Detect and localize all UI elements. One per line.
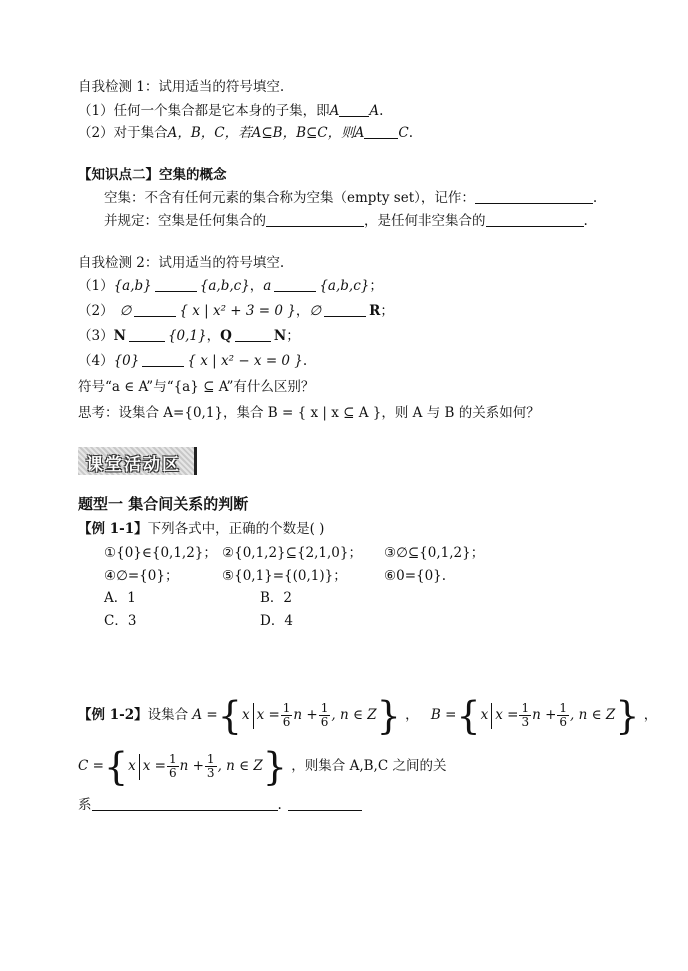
check2-l2-a: ∅: [119, 303, 132, 319]
point2-definition: [104, 188, 597, 208]
check1-q1-end: .: [379, 103, 384, 119]
check2-question: 符号“a ∈ A”与“{a} ⊆ A”有什么区别？: [78, 379, 315, 395]
check2-l1-end: ；: [369, 278, 383, 294]
point2-heading: 【知识点二】空集的概念: [78, 167, 227, 183]
set-a-lhs: A =: [192, 707, 218, 723]
example-1-1-label: 【例 1-1】: [78, 521, 148, 537]
check2-l1-b: {a,b,c}: [199, 278, 250, 294]
set-b-lhs: B =: [430, 707, 457, 723]
check2-l3-b: {0,1}: [167, 328, 207, 344]
set-c-brace-close: }: [262, 744, 287, 789]
set-a: [192, 693, 405, 738]
example-1-1-option-c[interactable]: C．3: [104, 613, 137, 629]
check1-q1-b: A: [369, 103, 380, 119]
check2-l2-b: { x | x² + 3 = 0 }: [179, 303, 296, 319]
check2-l2-d: R: [369, 303, 381, 319]
point2-rule-text: 并规定：空集是任何集合的: [104, 213, 266, 229]
set-a-var: x: [241, 707, 250, 723]
set-c: [78, 744, 291, 789]
set-a-fraction-1: $\frac{1}{6}$: [282, 701, 291, 729]
point2-rule-blank-1[interactable]: [266, 212, 364, 227]
point2-def-text: 空集：不含有任何元素的集合称为空集（empty set），记作：: [104, 190, 475, 206]
example-1-1-option-a[interactable]: A．1: [104, 590, 136, 606]
point2-rule-mid: ，是任何非空集合的: [364, 213, 486, 229]
check1-q1: [78, 101, 383, 121]
example-1-2-label: 【例 1-2】: [78, 707, 148, 723]
example-1-1: [78, 519, 324, 539]
example-1-2-cont: 系: [78, 797, 92, 813]
check1-q1-text: （1）任何一个集合都是它本身的子集，即: [78, 103, 330, 119]
set-b: [430, 693, 644, 738]
set-c-tail: , n ∈ Z: [217, 758, 263, 774]
set-a-tail: , n ∈ Z: [331, 707, 377, 723]
check1-q2-blank[interactable]: [364, 124, 398, 139]
example-1-1-option-d[interactable]: D．4: [260, 613, 293, 629]
set-b-mid: x =: [495, 707, 519, 723]
check2-l2-blank-2[interactable]: [324, 302, 366, 317]
point2-def-end: .: [592, 190, 598, 206]
check2-l2-end: ；: [380, 303, 394, 319]
set-b-brace-open: {: [456, 693, 481, 738]
example-1-1-item-1: ①{0}∈{0,1,2}；: [104, 545, 217, 561]
point2-def-blank[interactable]: [475, 189, 593, 204]
check2-l3-a: N: [113, 328, 126, 344]
check2-l2-sep: ，: [295, 303, 310, 319]
point2-rule-blank-2[interactable]: [486, 212, 584, 227]
example-1-2-line-3: [78, 795, 362, 815]
set-c-n: n +: [179, 758, 204, 774]
check2-l1-a: {a,b}: [113, 278, 152, 294]
check2-l3-end: ；: [286, 328, 300, 344]
check2-l3-sep: ，: [206, 328, 221, 344]
set-c-mid: x =: [142, 758, 166, 774]
set-b-var: x: [480, 707, 489, 723]
check2-line1: [78, 276, 383, 296]
check2-l4-blank[interactable]: [142, 352, 184, 367]
example-1-2-text: 设集合: [147, 707, 189, 723]
set-c-brace-open: {: [103, 744, 129, 789]
check1-q2: [78, 123, 413, 143]
check2-l4-a: {0}: [113, 353, 140, 369]
check2-l1-c: a: [263, 278, 272, 294]
check2-l2-c: ∅: [309, 303, 322, 319]
check2-l4-b: { x | x² − x = 0 }: [187, 353, 303, 369]
set-a-mid: x =: [256, 707, 280, 723]
check2-l1-blank-2[interactable]: [274, 277, 316, 292]
set-a-brace-open: {: [217, 693, 242, 738]
example-1-2: [78, 693, 657, 737]
check1-q1-a: A: [329, 103, 340, 119]
set-c-divider: [139, 754, 140, 780]
example-1-1-item-4: ④∅={0}；: [104, 568, 179, 584]
section-header-banner: [78, 447, 197, 475]
set-b-n: n +: [532, 707, 557, 723]
check2-l2-num: （2）: [78, 303, 114, 319]
example-1-2-question: ，则集合 A,B,C 之间的关: [291, 758, 447, 774]
set-a-brace-close: }: [376, 693, 401, 738]
check1-q2-a: A: [354, 125, 365, 141]
check1-q2-vars: A，B，C，若A⊆B，B⊆C，则: [167, 125, 355, 141]
check2-l3-d: N: [273, 328, 287, 344]
example-1-1-text: 下列各式中，正确的个数是( ): [147, 521, 325, 537]
set-c-lhs: C =: [78, 758, 104, 774]
example-1-2-blank-2[interactable]: [288, 796, 362, 811]
check2-think: 思考：设集合 A={0,1}，集合 B = { x | x ⊆ A }，则 A 与 B 的关系如何？: [78, 405, 540, 421]
set-c-var: x: [128, 758, 136, 774]
check1-q1-blank[interactable]: [339, 102, 369, 117]
point2-rule-end: .: [583, 213, 588, 229]
example-1-1-item-2: ②{0,1,2}⊆{2,1,0}；: [222, 545, 362, 561]
example-1-1-option-b[interactable]: B．2: [260, 590, 293, 606]
check2-l1-blank-1[interactable]: [155, 277, 197, 292]
check2-l3-blank-1[interactable]: [129, 327, 165, 342]
check2-l1-d: {a,b,c}: [319, 278, 370, 294]
set-b-brace-close: }: [615, 693, 640, 738]
set-b-divider: [491, 703, 492, 729]
set-b-fraction-1: $\frac{1}{3}$: [521, 701, 530, 729]
check2-l4-end: .: [302, 353, 308, 369]
check2-l1-sep: ，: [249, 278, 264, 294]
check2-l4-num: （4）: [78, 353, 114, 369]
check2-l2-blank-1[interactable]: [134, 302, 176, 317]
set-a-divider: [253, 703, 254, 729]
check2-line4: [78, 351, 307, 371]
check2-l1-num: （1）: [78, 278, 114, 294]
section-header-title: 课堂活动区: [86, 455, 181, 475]
check1-title: 自我检测 1：试用适当的符号填空.: [78, 79, 285, 95]
set-b-tail: , n ∈ Z: [570, 707, 616, 723]
check2-title: 自我检测 2：试用适当的符号填空.: [78, 255, 285, 271]
check2-l3-c: Q: [220, 328, 232, 344]
check2-l3-blank-2[interactable]: [235, 327, 271, 342]
check2-line3: [78, 326, 300, 346]
example-1-1-item-3: ③∅⊆{0,1,2}；: [384, 545, 485, 561]
set-b-fraction-2: $\frac{1}{6}$: [559, 701, 568, 729]
example-1-2-dot: .: [277, 797, 282, 813]
set-a-n: n +: [293, 707, 318, 723]
check1-q2-c: C: [398, 125, 409, 141]
set-a-comma: ，: [405, 707, 419, 723]
point2-rule: [104, 211, 588, 231]
example-1-2-line-2: [78, 744, 446, 788]
check1-q2-end: .: [408, 125, 414, 141]
example-1-1-item-5: ⑤{0,1}={(0,1)}；: [222, 568, 347, 584]
check2-l3-num: （3）: [78, 328, 114, 344]
check1-q2-text: （2）对于集合: [78, 125, 168, 141]
example-1-1-item-6: ⑥0={0}.: [384, 568, 447, 584]
set-b-comma: ，: [643, 707, 658, 723]
type1-title: 题型一 集合间关系的判断: [78, 495, 249, 513]
set-c-fraction-1: $\frac{1}{6}$: [168, 752, 177, 780]
set-a-fraction-2: $\frac{1}{6}$: [320, 701, 329, 729]
set-c-fraction-2: $\frac{1}{3}$: [206, 752, 215, 780]
check2-line2: [78, 301, 394, 321]
example-1-2-blank-1[interactable]: [92, 796, 278, 811]
